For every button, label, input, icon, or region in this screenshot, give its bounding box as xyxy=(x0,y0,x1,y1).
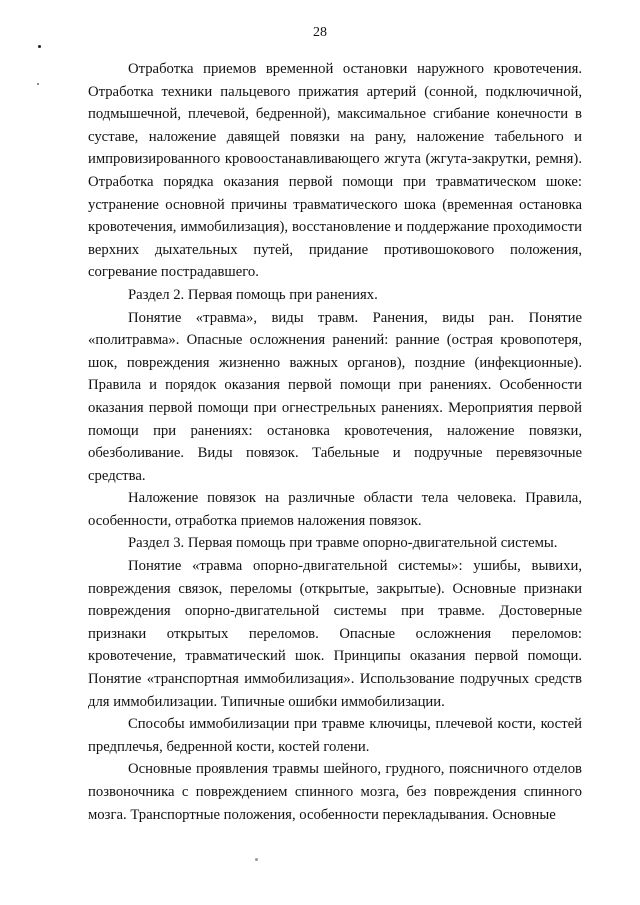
scan-speck xyxy=(37,83,39,85)
section-heading-musculoskeletal: Раздел 3. Первая помощь при травме опорно-двигательной системы. xyxy=(128,535,558,552)
paragraph-bandages: Наложение повязок на различные области тела человека. Правила, особенности, отработка приемов наложения повязок. xyxy=(88,490,582,529)
scan-speck xyxy=(38,45,41,48)
document-body xyxy=(88,58,582,826)
paragraph-musculoskeletal: Понятие «травма опорно-двигательной системы»: ушибы, вывихи, повреждения связок, переломы (открытые, закрытые). Основные признаки повреждения опорно-двигательной системы при травме. Достоверные признаки открытых переломов. Опасные осложнения переломов: кровотечение, травматический шок. Принципы оказания первой помощи. Понятие «транспортная иммобилизация». Использование подручных средств для иммобилизации. Типичные ошибки иммобилизации. xyxy=(88,558,582,710)
page-number: 28 xyxy=(313,25,327,40)
scan-speck xyxy=(255,858,258,861)
section-heading-wounds: Раздел 2. Первая помощь при ранениях. xyxy=(128,286,378,303)
paragraph-immobilization: Способы иммобилизации при травме ключицы, плечевой кости, костей предплечья, бедренной кости, костей голени. xyxy=(88,716,582,755)
paragraph-bleeding-control: Отработка приемов временной остановки наружного кровотечения. Отработка техники пальцевого прижатия артерий (сонной, подключичной, подмышечной, плечевой, бедренной), максимальное сгибание конечности в суставе, наложение давящей повязки на рану, наложение табельного и импровизированного кровоостанавливающего жгута (жгута-закрутки, ремня). Отработка порядка оказания первой помощи при травматическом шоке: устранение основной причины травматического шока (временная остановка кровотечения, иммобилизация), восстановление и поддержание проходимости верхних дыхательных путей, придание противошокового положения, согревание пострадавшего. xyxy=(88,61,582,281)
paragraph-spine-injury: Основные проявления травмы шейного, грудного, поясничного отделов позвоночника с повреждением спинного мозга, без повреждения спинного мозга. Транспортные положения, особенности перекладывания. Основные xyxy=(88,761,582,823)
paragraph-wounds: Понятие «травма», виды травм. Ранения, виды ран. Понятие «политравма». Опасные осложнения ранений: ранние (острая кровопотеря, шок, повреждения жизненно важных органов), поздние (инфекционные). Правила и порядок оказания первой помощи при ранениях. Особенности оказания первой помощи при огнестрельных ранениях. Мероприятия первой помощи при ранениях: остановка кровотечения, наложение повязки, обезболивание. Виды повязок. Табельные и подручные перевязочные средства. xyxy=(88,309,582,484)
